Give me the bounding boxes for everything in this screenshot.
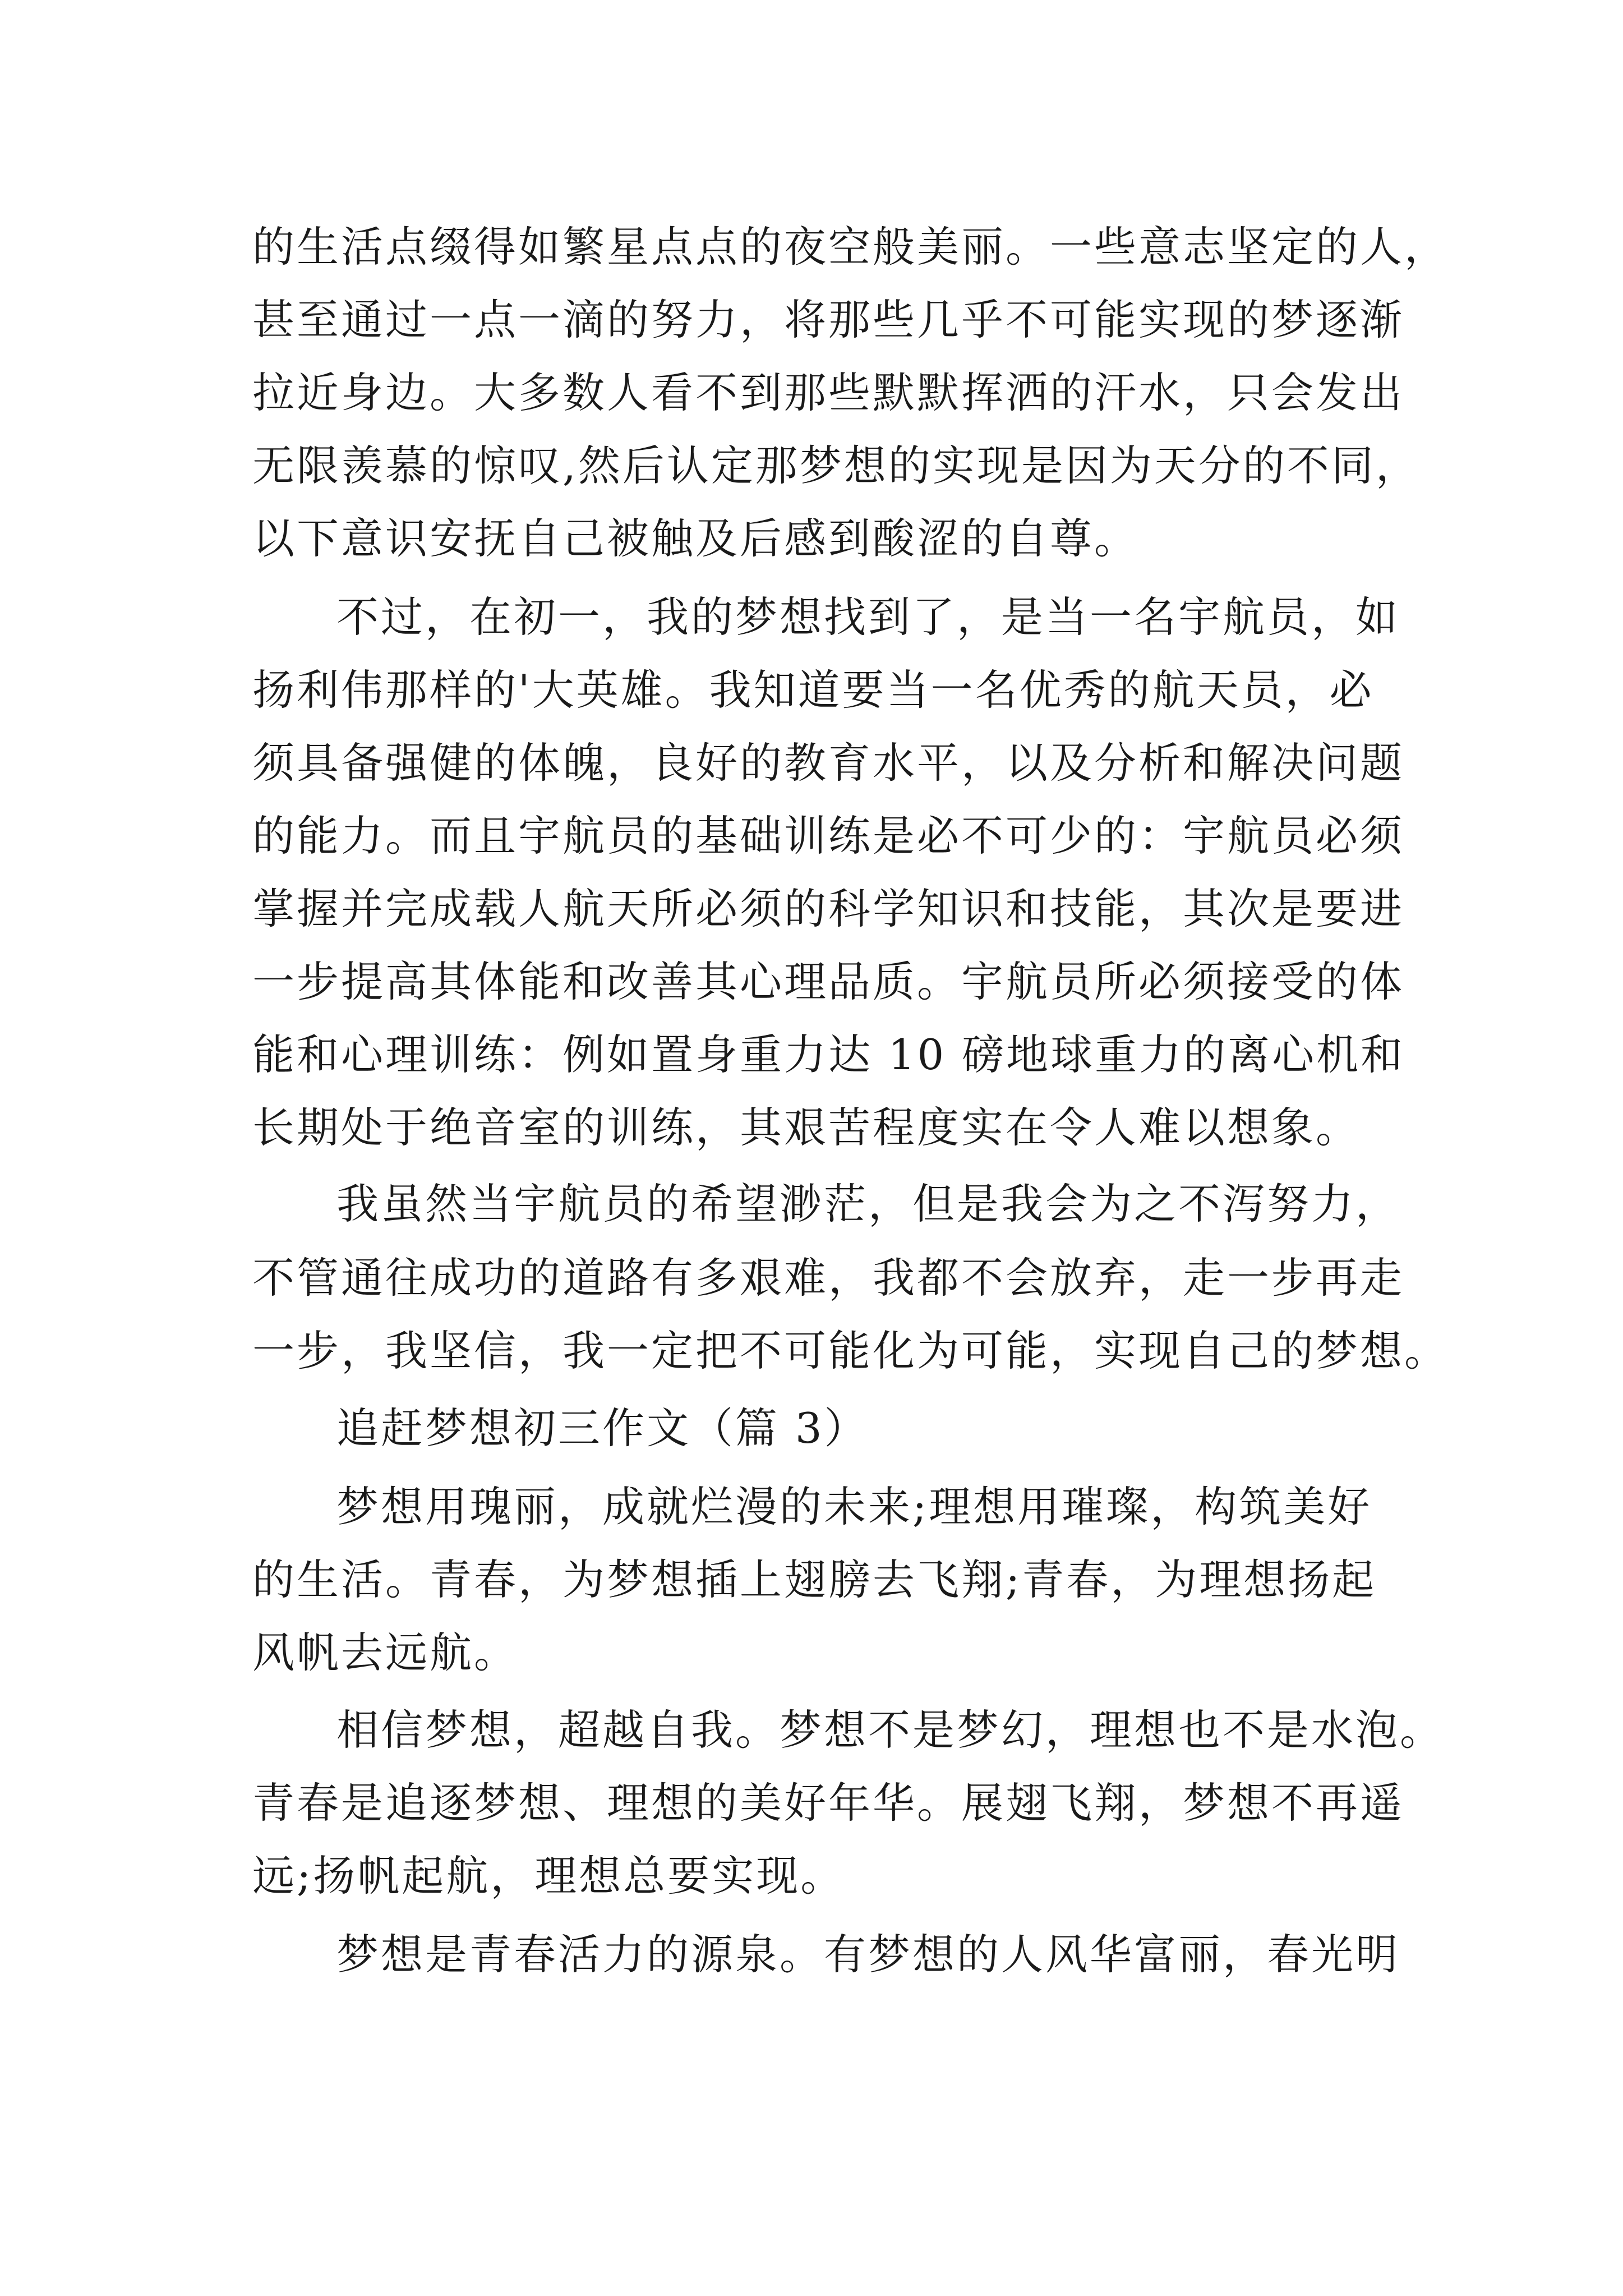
paragraph-first-line: 梦想用瑰丽，成就烂漫的未来;理想用璀璨，构筑美好	[336, 1482, 1372, 1531]
paragraph-first-line: 我虽然当宇航员的希望渺茫，但是我会为之不泻努力，	[336, 1179, 1400, 1228]
text-line: 的生活。青春，为梦想插上翅膀去飞翔;青春，为理想扬起	[252, 1555, 1377, 1604]
text-line: 掌握并完成载人航天所必须的科学知识和技能，其次是要进	[252, 884, 1405, 933]
paragraph-first-line: 不过，在初一，我的梦想找到了，是当一名宇航员，如	[336, 592, 1400, 642]
text-line: 一步，我坚信，我一定把不可能化为可能，实现自己的梦想。	[252, 1326, 1449, 1375]
text-line: 拉近身边。大多数人看不到那些默默挥洒的汗水，只会发出	[252, 368, 1405, 417]
text-line: 须具备强健的体魄，良好的教育水平，以及分析和解决问题	[252, 738, 1405, 788]
text-line: 的能力。而且宇航员的基础训练是必不可少的：宇航员必须	[252, 811, 1405, 861]
text-line: 扬利伟那样的'大英雄。我知道要当一名优秀的航天员，必	[252, 665, 1374, 715]
text-line: 不管通往成功的道路有多艰难，我都不会放弃，走一步再走	[252, 1253, 1405, 1303]
section-heading: 追赶梦想初三作文（篇 3）	[336, 1404, 869, 1453]
text-line: 的生活点缀得如繁星点点的夜空般美丽。一些意志坚定的人，	[252, 222, 1449, 272]
text-line: 青春是追逐梦想、理想的美好年华。展翅飞翔，梦想不再遥	[252, 1778, 1405, 1828]
paragraph-first-line: 梦想是青春活力的源泉。有梦想的人风华富丽，春光明	[336, 1930, 1400, 1979]
text-line: 一步提高其体能和改善其心理品质。宇航员所必须接受的体	[252, 957, 1405, 1006]
text-line: 远;扬帆起航，理想总要实现。	[252, 1851, 845, 1901]
text-line: 甚至通过一点一滴的努力，将那些几乎不可能实现的梦逐渐	[252, 295, 1405, 344]
text-line: 风帆去远航。	[252, 1628, 519, 1677]
paragraph-first-line: 相信梦想，超越自我。梦想不是梦幻，理想也不是水泡。	[336, 1705, 1445, 1755]
text-line: 以下意识安抚自己被触及后感到酸涩的自尊。	[252, 514, 1139, 563]
text-line: 能和心理训练：例如置身重力达 10 磅地球重力的离心机和	[252, 1030, 1405, 1079]
text-line: 无限羡慕的惊叹,然后认定那梦想的实现是因为天分的不同，	[252, 441, 1420, 490]
text-line: 长期处于绝音室的训练，其艰苦程度实在令人难以想象。	[252, 1103, 1361, 1152]
